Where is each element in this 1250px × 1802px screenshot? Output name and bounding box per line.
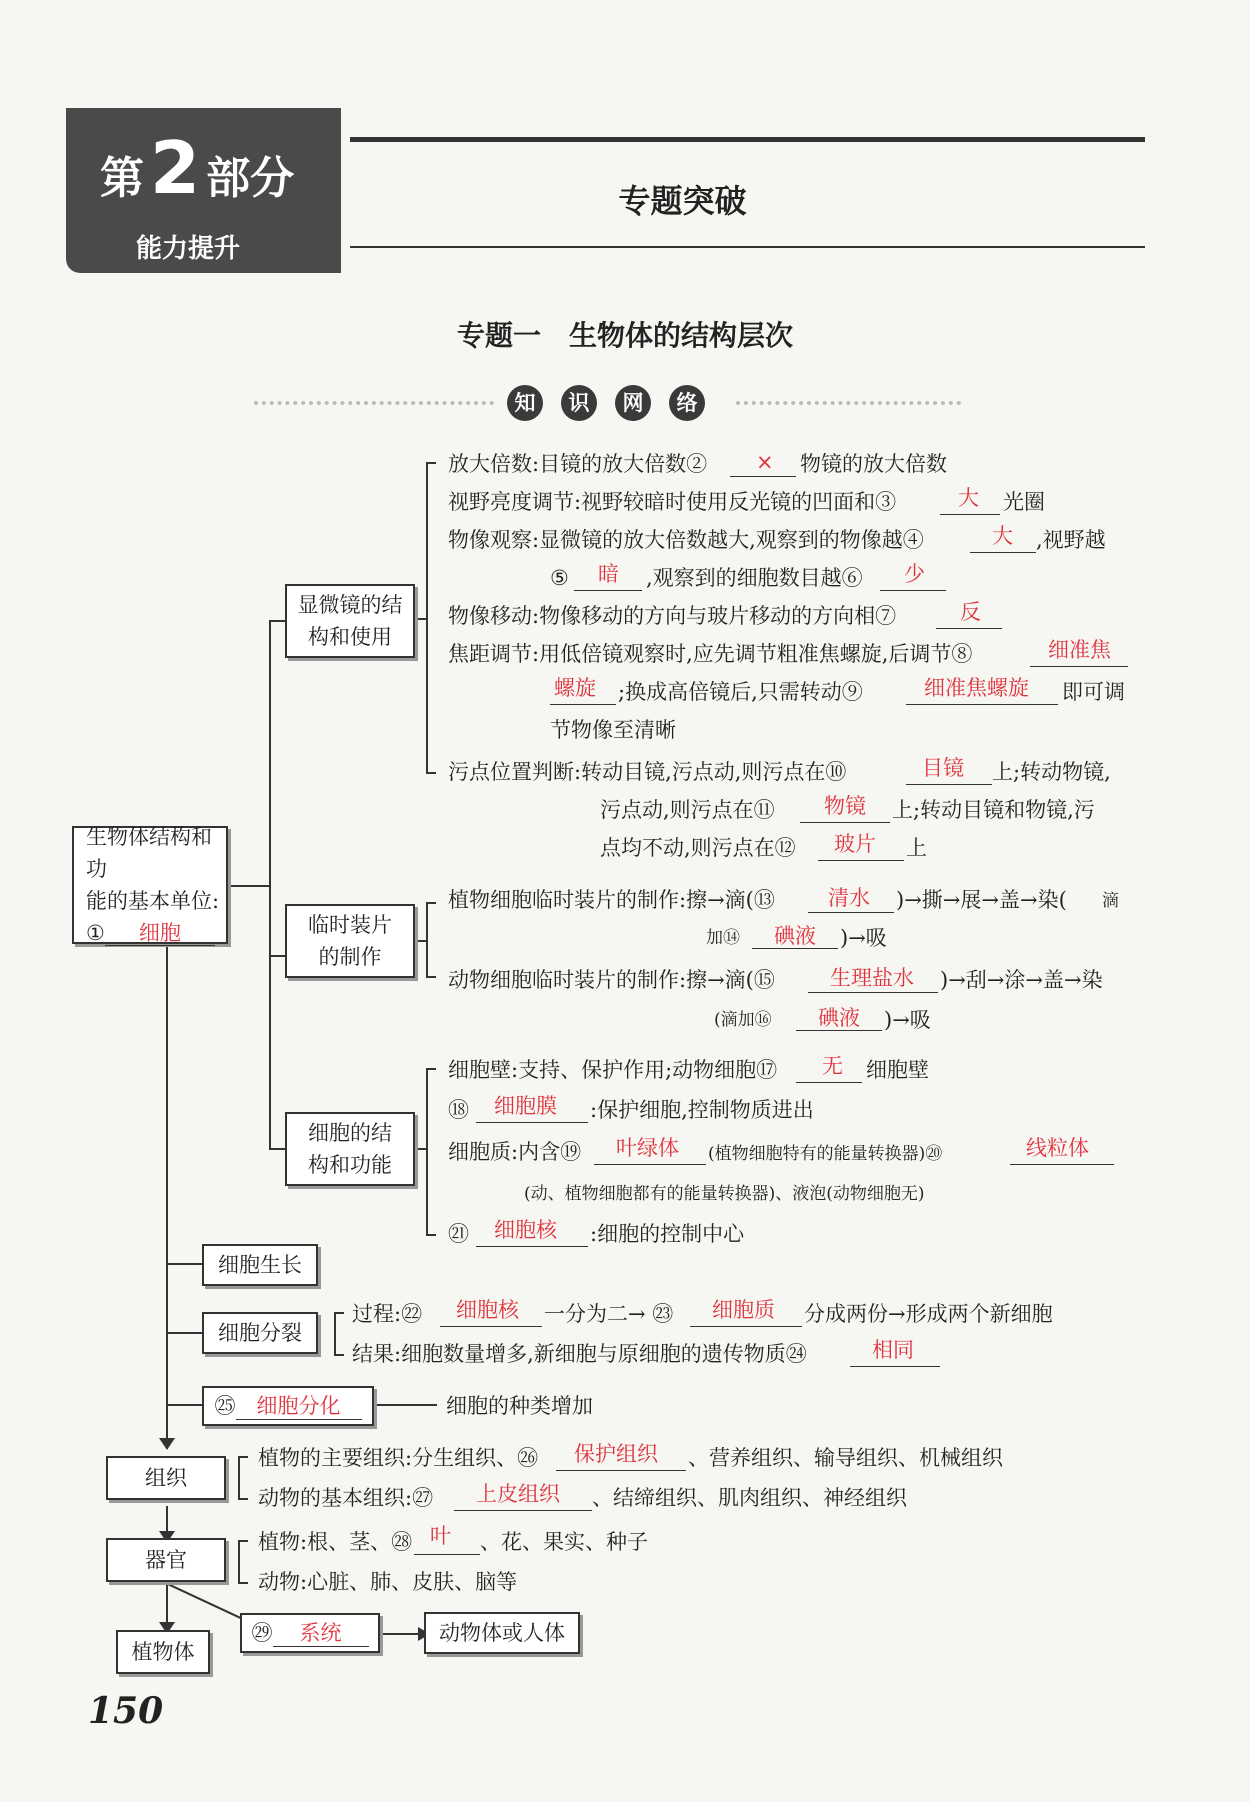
dots-right (736, 401, 961, 405)
box-organ (106, 1538, 226, 1582)
b1-line1: 显微镜的结 (297, 593, 403, 617)
answer-14: 碘液 (774, 924, 816, 948)
blank-10 (906, 784, 992, 785)
s3b: )→刮→涂→盖→染 (940, 968, 1103, 992)
branch-b2 (269, 955, 285, 957)
answer-21: 细胞核 (494, 1218, 557, 1242)
m2b: 光圈 (1003, 490, 1045, 514)
blank-21 (476, 1246, 588, 1247)
answer-6: 少 (904, 562, 925, 586)
answer-22: 细胞核 (456, 1298, 519, 1322)
badge-shi: 识 (561, 385, 597, 421)
part-subtitle: 能力提升 (136, 234, 241, 264)
b2-line1: 临时装片 (308, 913, 392, 937)
c1b: 细胞壁 (866, 1058, 929, 1082)
t1a: 植物的主要组织:分生组织、㉖ (258, 1446, 539, 1470)
c4a: (动、植物细胞都有的能量转换器)、液泡(动物细胞无) (524, 1184, 925, 1204)
answer-9: 细准焦螺旋 (924, 676, 1029, 700)
b2-line2: 的制作 (318, 945, 382, 969)
answer-3: 大 (958, 486, 979, 510)
m6a: 焦距调节:用低倍镜观察时,应先调节粗准焦螺旋,后调节⑧ (448, 642, 973, 666)
answer-15: 生理盐水 (830, 966, 914, 990)
box-plant-body (116, 1630, 210, 1674)
header-rule-bottom (350, 246, 1145, 248)
b1-tick (426, 462, 436, 464)
box-cell-growth (202, 1244, 318, 1286)
root-to-spine (228, 885, 270, 887)
box-temp-slide (285, 904, 415, 978)
b2-tick (426, 976, 436, 978)
m9b: 上;转动物镜, (992, 760, 1111, 784)
badge-luo: 络 (669, 385, 705, 421)
blank-15 (808, 992, 938, 993)
part-prefix: 第 (100, 153, 144, 204)
answer-7: 反 (960, 600, 981, 624)
m4b: ,观察到的细胞数目越⑥ (646, 566, 863, 590)
tissue-tick (238, 1498, 248, 1500)
answer-10: 目镜 (922, 756, 964, 780)
answer-4: 大 (992, 524, 1013, 548)
topic-title: 专题一 生物体的结构层次 (456, 319, 793, 352)
answer-12: 玻片 (834, 832, 876, 856)
b2-bracket-stub (414, 940, 427, 942)
m1b: 物镜的放大倍数 (800, 452, 947, 476)
division-label: 细胞分裂 (218, 1321, 302, 1345)
blank-19 (594, 1164, 706, 1165)
t2a: 动物的基本组织:㉗ (258, 1486, 434, 1510)
b3-tick (426, 1234, 436, 1236)
b1-bracket-stub (414, 618, 427, 620)
s1c: 滴 (1102, 891, 1119, 911)
b3-tick (426, 1068, 436, 1070)
d1b: 一分为二→ ㉓ (544, 1302, 674, 1326)
s4b: )→吸 (884, 1008, 931, 1032)
blank-4 (970, 552, 1036, 553)
section-title: 专题突破 (618, 182, 747, 220)
blank-3 (940, 514, 1000, 515)
tissue-label: 组织 (145, 1466, 187, 1490)
t1b: 、营养组织、输导组织、机械组织 (688, 1446, 1003, 1470)
spine-2 (166, 1506, 168, 1534)
b3-line2: 构和功能 (308, 1153, 392, 1177)
blank-20 (1010, 1164, 1114, 1165)
spine-3 (166, 1585, 168, 1625)
s1b: )→撕→展→盖→染( (896, 888, 1067, 912)
blank-7 (936, 628, 1002, 629)
answer-28: 叶 (430, 1524, 451, 1548)
answer-1: 细胞 (138, 921, 181, 945)
answer-16: 碘液 (818, 1006, 860, 1030)
dots-left (254, 401, 494, 405)
b2-tick (426, 902, 436, 904)
m2a: 视野亮度调节:视野较暗时使用反光镜的凹面和③ (448, 490, 897, 514)
box-tissue (106, 1456, 226, 1500)
box-cell-division (202, 1312, 318, 1354)
b1-line2: 构和使用 (308, 625, 392, 649)
b1-tick (426, 772, 436, 774)
b3-bracket (426, 1068, 428, 1236)
page-number: 150 (88, 1690, 164, 1732)
system-arrow-line (380, 1633, 420, 1635)
d2a: 结果:细胞数量增多,新细胞与原细胞的遗传物质㉔ (352, 1342, 807, 1366)
b3-bracket-stub (414, 1148, 427, 1150)
m7b: 即可调 (1062, 680, 1125, 704)
answer-19: 叶绿体 (616, 1136, 679, 1160)
blank-18 (476, 1122, 588, 1123)
blank-8b (550, 704, 616, 705)
answer-13: 清水 (828, 886, 870, 910)
blank-6 (880, 590, 946, 591)
root-line1: 生物体结构和功 (86, 825, 212, 881)
c3b: (植物细胞特有的能量转换器)⑳ (708, 1144, 943, 1164)
c1a: 细胞壁:支持、保护作用;动物细胞⑰ (448, 1058, 778, 1082)
box-cell-structure (285, 1112, 415, 1186)
stub-diff (166, 1404, 202, 1406)
box-microscope (285, 584, 415, 658)
m11b: 上 (906, 836, 927, 860)
m8a: 节物像至清晰 (550, 718, 676, 742)
s1a: 植物细胞临时装片的制作:擦→滴(⑬ (448, 888, 775, 912)
root-num: ① (86, 921, 105, 945)
m5a: 物像移动:物像移动的方向与玻片移动的方向相⑦ (448, 604, 897, 628)
m4a: ⑤ (550, 566, 569, 590)
part-header-block (66, 108, 341, 273)
badge-wang: 网 (615, 385, 651, 421)
c2a: ⑱ (448, 1098, 469, 1122)
tissue-tick (238, 1456, 248, 1458)
blank-5 (574, 590, 642, 591)
root-line2: 能的基本单位: (86, 889, 220, 913)
div-tick (334, 1312, 344, 1314)
t2b: 、结缔组织、肌肉组织、神经组织 (592, 1486, 907, 1510)
tissue-bracket (238, 1456, 240, 1500)
blank-24 (850, 1366, 940, 1367)
arrow-to-tissue (159, 1438, 175, 1450)
stub-growth (166, 1263, 202, 1265)
c3a: 细胞质:内含⑲ (448, 1140, 582, 1164)
blank-9 (906, 704, 1058, 705)
answer-17: 无 (822, 1054, 843, 1078)
header-rule-top (350, 137, 1145, 142)
box-animal-body (424, 1612, 580, 1654)
growth-label: 细胞生长 (218, 1253, 302, 1277)
answer-5: 暗 (598, 562, 619, 586)
b3-line1: 细胞的结 (308, 1121, 392, 1145)
root-line3 (86, 917, 215, 949)
spine (166, 941, 168, 1441)
blank-26 (556, 1470, 686, 1471)
m10b: 上;转动目镜和物镜,污 (892, 798, 1095, 822)
box-cell-diff (202, 1386, 374, 1426)
answer-25: 细胞分化 (256, 1393, 341, 1418)
badge-zhi: 知 (507, 385, 543, 421)
answer-29: 系统 (299, 1620, 342, 1645)
m11a: 点均不动,则污点在⑫ (600, 836, 796, 860)
m3b: ,视野越 (1036, 528, 1106, 552)
o2a: 动物:心脏、肺、皮肤、脑等 (258, 1570, 518, 1594)
blank-8a (1030, 666, 1128, 667)
s3a: 动物细胞临时装片的制作:擦→滴(⑮ (448, 968, 775, 992)
root-box (72, 826, 228, 944)
s2b: )→吸 (840, 926, 887, 950)
plant-body-label: 植物体 (131, 1640, 195, 1664)
system-num: ㉙ (251, 1621, 273, 1645)
part-suffix: 部分 (206, 153, 295, 204)
part-number: 2 (150, 126, 201, 210)
blank-2 (730, 476, 796, 477)
answer-20: 线粒体 (1026, 1136, 1089, 1160)
div-bracket (334, 1312, 336, 1356)
m3a: 物像观察:显微镜的放大倍数越大,观察到的物像越④ (448, 528, 924, 552)
blank-13 (808, 912, 894, 913)
answer-2: × (756, 450, 774, 474)
answer-8a: 细准焦 (1048, 638, 1111, 662)
blank-23 (690, 1326, 802, 1327)
d1a: 过程:㉒ (352, 1302, 423, 1326)
s2a: 加⑭ (706, 928, 740, 948)
diff-suffix: 细胞的种类增加 (446, 1394, 593, 1418)
blank-12 (818, 860, 904, 861)
organ-tick (238, 1582, 248, 1584)
answer-24: 相同 (872, 1338, 914, 1362)
diff-num: ㉕ (214, 1394, 236, 1418)
branch-b1 (269, 620, 285, 622)
s4a: (滴加⑯ (714, 1010, 772, 1030)
m10a: 污点动,则污点在⑪ (600, 798, 775, 822)
answer-26: 保护组织 (574, 1442, 658, 1466)
blank-11 (800, 822, 890, 823)
answer-18: 细胞膜 (494, 1094, 557, 1118)
blank-22 (440, 1326, 542, 1327)
div-tick (334, 1354, 344, 1356)
d1c: 分成两份→形成两个新细胞 (804, 1302, 1053, 1326)
branch-b3 (269, 1148, 285, 1150)
answer-8b: 螺旋 (554, 676, 596, 700)
organ-bracket (238, 1540, 240, 1584)
c2b: :保护细胞,控制物质进出 (590, 1098, 814, 1122)
blank-28 (414, 1554, 480, 1555)
o1b: 、花、果实、种子 (480, 1530, 648, 1554)
diff-line (375, 1404, 437, 1406)
m9a: 污点位置判断:转动目镜,污点动,则污点在⑩ (448, 760, 847, 784)
organ-to-system-line (167, 1583, 244, 1620)
organ-label: 器官 (145, 1548, 187, 1572)
answer-27: 上皮组织 (476, 1482, 560, 1506)
stub-division (166, 1332, 202, 1334)
answer-11: 物镜 (824, 794, 866, 818)
c5a: ㉑ (448, 1222, 469, 1246)
answer-23: 细胞质 (712, 1298, 775, 1322)
c5b: :细胞的控制中心 (590, 1222, 745, 1246)
animal-body-label: 动物体或人体 (439, 1621, 565, 1645)
organ-tick (238, 1540, 248, 1542)
m7a: ;换成高倍镜后,只需转动⑨ (618, 680, 863, 704)
box-system (240, 1613, 380, 1653)
o1a: 植物:根、茎、㉘ (258, 1530, 413, 1554)
m1a: 放大倍数:目镜的放大倍数② (448, 452, 708, 476)
blank-27 (454, 1510, 592, 1511)
blank-17 (796, 1082, 862, 1083)
